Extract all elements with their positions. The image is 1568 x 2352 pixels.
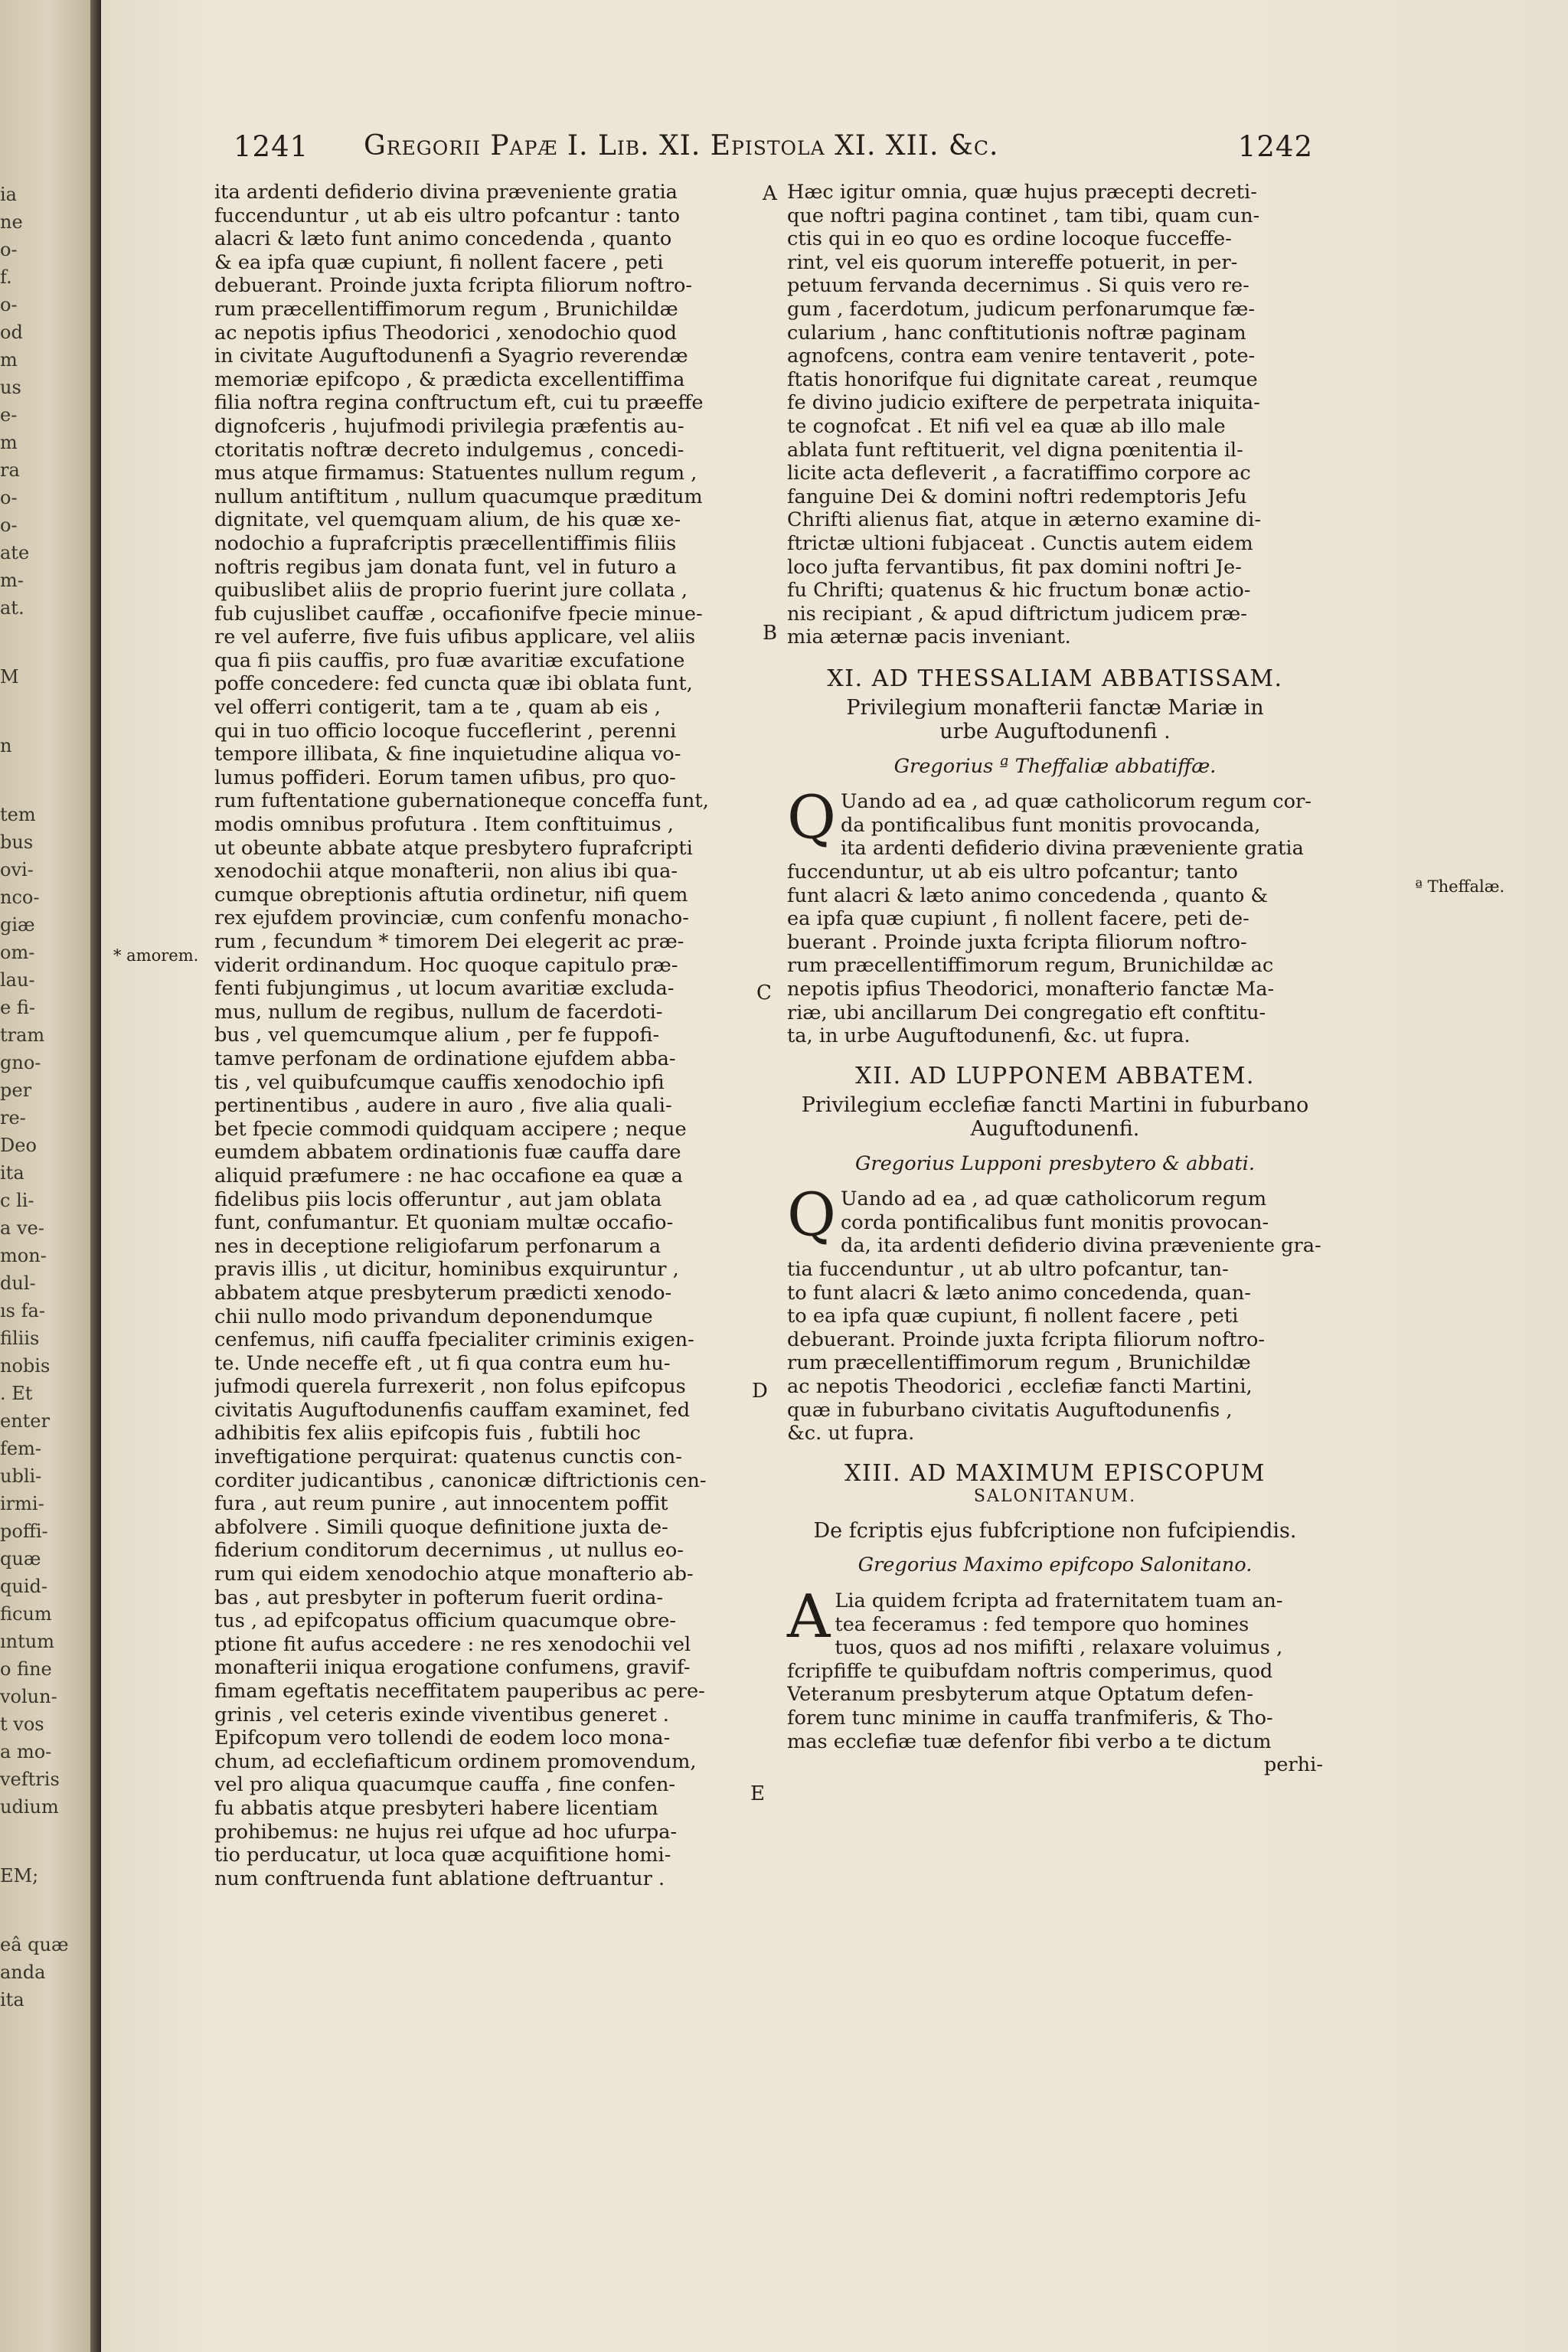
- text-line: fub cujuslibet cauffæ , occafionifve fpecie minue-: [214, 602, 703, 626]
- text-line: bus , vel quemcumque alium , per fe fuppofi-: [214, 1024, 660, 1047]
- text-line: dignofceris , hujufmodi privilegia præfentis au-: [214, 414, 684, 438]
- text-line: rum , fecundum * timorem Dei elegerit ac præ-: [214, 930, 684, 953]
- text-line: ita ardenti defiderio divina præveniente gratia: [214, 181, 678, 204]
- text-line: licite acta defleverit , a facratiffimo corpore ac: [787, 462, 1251, 485]
- text-line: que noftri pagina continet , tam tibi, quam cun-: [787, 204, 1260, 227]
- previous-page-fragment: e-: [0, 404, 18, 426]
- text-line: tea feceramus : fed tempore quo homines: [835, 1612, 1250, 1636]
- decree-conclusion: [787, 181, 1323, 649]
- text-line: re vel auferre, five fuis ufibus applicare, vel aliis: [214, 626, 696, 649]
- text-line: debuerant. Proinde juxta fcripta filiorum noftro-: [787, 1328, 1266, 1351]
- text-line: te cognofcat . Et nifi vel ea quæ ab illo male: [787, 414, 1226, 438]
- text-line: adhibitis fex aliis epifcopis fuis , fubtili hoc: [214, 1422, 641, 1446]
- text-line: eumdem abbatem ordinationis fuæ cauffa dare: [214, 1141, 681, 1165]
- subheading-line: De fcriptis ejus fubfcriptione non fufcipiendis.: [813, 1519, 1297, 1543]
- text-line: debuerant. Proinde juxta fcripta filiorum noftro-: [214, 274, 693, 298]
- text-line: bas , aut presbyter in pofterum fuerit ordina-: [214, 1586, 664, 1609]
- text-line: tis , vel quibufcumque cauffis xenodochio ipfi: [214, 1070, 665, 1094]
- text-line: petuum fervanda decernimus . Si quis vero re-: [787, 274, 1250, 298]
- previous-page-fragment: fem-: [0, 1438, 41, 1459]
- previous-page-fragment: lau-: [0, 969, 35, 991]
- previous-page-fragment: ate: [0, 542, 30, 564]
- text-line: rint, vel eis quorum intereffe potuerit, in per-: [787, 250, 1238, 274]
- text-line: quibuslibet aliis de proprio fuerint jure collata ,: [214, 579, 688, 603]
- text-line: &c. ut fupra.: [787, 1422, 915, 1446]
- previous-page-fragment: us: [0, 377, 21, 398]
- text-line: aliquid præfumere : ne hac occafione ea quæ a: [214, 1164, 683, 1187]
- text-line: fe divino judicio exiftere de perpetrata iniquita-: [787, 391, 1260, 415]
- text-line: memoriæ epifcopo , & prædicta excellentiffima: [214, 368, 685, 391]
- previous-page-fragment: M: [0, 666, 19, 688]
- previous-page-fragment: enter: [0, 1410, 50, 1432]
- text-line: corda pontificalibus funt monitis provocan-: [840, 1210, 1269, 1234]
- text-line: xenodochii atque monafterii, non alius ibi qua-: [214, 860, 678, 884]
- previous-page-fragment: o-: [0, 514, 18, 536]
- previous-page-fragment: anda: [0, 1962, 46, 1983]
- text-line: rex ejufdem provinciæ, cum confenfu monacho-: [214, 906, 689, 930]
- previous-page-fragment: om-: [0, 942, 35, 963]
- previous-page-fragment: . Et: [0, 1383, 33, 1404]
- text-line: fura , aut reum punire , aut innocentem poffit: [214, 1492, 668, 1516]
- previous-page-fragment: nobis: [0, 1355, 51, 1377]
- text-line: tempore illibata, & fine inquietudine aliqua vo-: [214, 743, 681, 766]
- section-marker-e: E: [750, 1782, 765, 1805]
- text-line: qua fi piis cauffis, pro fuæ avaritiæ excufatione: [214, 648, 685, 672]
- text-line: & ea ipfa quæ cupiunt, fi nollent facere , peti: [214, 250, 664, 274]
- text-line: mus atque firmamus: Statuentes nullum regum ,: [214, 462, 697, 485]
- text-line: da, ita ardenti defiderio divina præveniente gra-: [840, 1234, 1321, 1258]
- text-line: tia fuccenduntur , ut ab ultro pofcantur, tan-: [787, 1257, 1229, 1281]
- text-line: fiderium conditorum decernimus , ut nullus eo-: [214, 1539, 684, 1563]
- text-line: ctis qui in eo quo es ordine locoque fucceffe-: [787, 227, 1232, 251]
- text-line: mia æternæ pacis inveniant.: [787, 626, 1071, 649]
- text-line: filia noftra regina conftructum eft, cui tu præeffe: [214, 391, 704, 415]
- text-line: chii nullo modo privandum deponendumque: [214, 1305, 653, 1328]
- previous-page-fragment: at.: [0, 597, 24, 619]
- subheading-line: urbe Auguftodunenfi .: [939, 720, 1171, 744]
- previous-page-fragment: ovi-: [0, 859, 34, 880]
- catchword: perhi-: [1263, 1753, 1323, 1777]
- previous-page-fragment: ita: [0, 1162, 24, 1184]
- text-line: fenti fubjungimus , ut locum avaritiæ excluda-: [214, 977, 675, 1001]
- section-marker-c: C: [756, 982, 772, 1004]
- previous-page-fragment: nco-: [0, 887, 40, 908]
- page-number-right: 1242: [1237, 130, 1313, 163]
- text-line: forem tunc minime in cauffa tranfmiferis, & Tho-: [787, 1707, 1273, 1730]
- previous-page-fragment: ıs fa-: [0, 1300, 45, 1321]
- text-line: rum fuftentatione gubernationeque conceffa funt,: [214, 789, 709, 813]
- text-line: cularium , hanc conftitutionis noftræ paginam: [787, 321, 1246, 345]
- previous-page-fragment: m-: [0, 570, 24, 591]
- previous-page-fragment: udium: [0, 1796, 59, 1818]
- previous-page-fragment: veftris: [0, 1769, 60, 1790]
- epistola-12-dropcap: Q: [787, 1181, 836, 1250]
- running-title: Gregorii Papæ I. Lib. XI. Epistola XI. XII. &c.: [364, 130, 999, 162]
- text-line: rum præcellentiffimorum regum , Brunichildæ: [214, 297, 678, 321]
- text-line: fcripfiffe te quibufdam noftris comperimus, quod: [787, 1659, 1273, 1683]
- text-line: loco jufta fervantibus, fit pax domini noftri Je-: [787, 555, 1242, 579]
- epistola-11-dropcap: Q: [787, 783, 836, 853]
- text-line: ablata funt reftituerit, vel digna pœnitentia il-: [787, 438, 1243, 462]
- text-line: abfolvere . Simili quoque definitione juxta de-: [214, 1515, 668, 1539]
- text-line: cenfemus, nifi cauffa fpecialiter criminis exigen-: [214, 1328, 694, 1352]
- text-line: buerant . Proinde juxta fcripta filiorum noftro-: [787, 930, 1247, 954]
- text-line: nis recipiant , & apud diftrictum judicem præ-: [787, 602, 1247, 626]
- previous-page-fragment: quid-: [0, 1576, 47, 1597]
- text-line: fidelibus piis locis offeruntur , aut jam oblata: [214, 1187, 662, 1211]
- text-line: ita ardenti defiderio divina præveniente gratia: [840, 837, 1304, 861]
- previous-page-fragment: a ve-: [0, 1217, 44, 1239]
- previous-page-fragment: dul-: [0, 1272, 36, 1294]
- subheading-line: Privilegium ecclefiæ fancti Martini in fuburbano: [801, 1094, 1309, 1118]
- text-line: fu Chrifti; quatenus & hic fructum bonæ actio-: [787, 579, 1251, 603]
- text-line: nes in deceptione religiofarum perfonarum a: [214, 1234, 662, 1258]
- previous-page-fragment: od: [0, 322, 23, 343]
- text-line: mas ecclefiæ tuæ defenfor fibi verbo a te dictum: [787, 1730, 1272, 1753]
- text-line: pravis illis , ut dicitur, hominibus exquiruntur ,: [214, 1258, 679, 1282]
- text-line: noftris regibus jam donata funt, vel in futuro a: [214, 555, 677, 579]
- text-line: Lia quidem fcripta ad fraternitatem tuam an-: [835, 1589, 1283, 1613]
- running-head: [234, 130, 1313, 176]
- previous-page-fragment: per: [0, 1080, 32, 1101]
- previous-page-fragment: ficum: [0, 1603, 52, 1625]
- text-line: monafterii iniqua erogatione confumens, gravif-: [214, 1656, 691, 1680]
- epistola-13-heading-line2: SALONITANUM.: [973, 1487, 1137, 1507]
- text-line: viderit ordinandum. Hoc quoque capitulo præ-: [214, 953, 678, 977]
- previous-page-fragment: EM;: [0, 1865, 39, 1886]
- margin-note-left: * amorem.: [113, 946, 199, 965]
- text-line: quæ in fuburbano civitatis Auguftodunenfis ,: [787, 1398, 1233, 1422]
- text-line: funt, confumantur. Et quoniam multæ occafio-: [214, 1211, 674, 1235]
- text-line: ea ipfa quæ cupiunt , fi nollent facere, peti de-: [787, 907, 1250, 931]
- text-line: tio perducatur, ut loca quæ acquifitione homi-: [214, 1844, 671, 1867]
- text-line: Uando ad ea , ad quæ catholicorum regum: [840, 1187, 1267, 1211]
- text-line: ptione fit aufus accedere : ne res xenodochii vel: [214, 1632, 691, 1656]
- previous-page-fragment: ia: [0, 184, 17, 205]
- text-line: pertinentibus , audere in auro , five alia quali-: [214, 1094, 672, 1118]
- previous-page-fragment: m: [0, 349, 18, 371]
- previous-page-fragment: tem: [0, 804, 36, 825]
- previous-page-fragment: ıntum: [0, 1631, 54, 1652]
- epistola-13-salutation: Gregorius Maximo epifcopo Salonitano.: [858, 1553, 1253, 1577]
- text-line: fuccenduntur, ut ab eis ultro pofcantur; tanto: [787, 861, 1238, 884]
- previous-page-edge: [0, 0, 90, 2352]
- text-line: Uando ad ea , ad quæ catholicorum regum cor-: [840, 790, 1312, 814]
- epistola-11-text: [787, 783, 1323, 1048]
- previous-page-fragment: t vos: [0, 1713, 44, 1735]
- text-line: Hæc igitur omnia, quæ hujus præcepti decreti-: [787, 181, 1257, 204]
- text-line: jufmodi querela furrexerit , non folus epifcopus: [214, 1375, 686, 1399]
- text-line: vel offerri contigerit, tam a te , quam ab eis ,: [214, 696, 661, 720]
- text-line: ftrictæ ultioni fubjaceat . Cunctis autem eidem: [787, 531, 1253, 555]
- text-line: ac nepotis Theodorici , ecclefiæ fancti Martini,: [787, 1374, 1253, 1398]
- previous-page-fragment: poffi-: [0, 1521, 48, 1542]
- subheading-line: Auguftodunenfi.: [970, 1117, 1140, 1141]
- section-marker-a: A: [763, 182, 777, 205]
- text-line: fimam egeftatis neceffitatem pauperibus ac pere-: [214, 1680, 705, 1703]
- epistola-12-salutation: Gregorius Lupponi presbytero & abbati.: [854, 1152, 1255, 1175]
- previous-page-fragment: ubli-: [0, 1465, 42, 1487]
- text-line: ut obeunte abbate atque presbytero fuprafcripti: [214, 836, 693, 860]
- right-column: [787, 181, 1323, 1777]
- margin-note-right: ª Theffalæ.: [1415, 877, 1505, 896]
- text-line: modis omnibus profutura . Item conftituimus ,: [214, 813, 674, 837]
- epistola-13-text: [787, 1583, 1323, 1777]
- epistola-13-heading: XIII. AD MAXIMUM EPISCOPUM: [844, 1459, 1266, 1487]
- previous-page-fragment: gno-: [0, 1052, 41, 1073]
- text-line: corditer judicantibus , canonicæ diftrictionis cen-: [214, 1468, 707, 1492]
- epistola-13-subheading: [787, 1520, 1323, 1544]
- text-line: lumus poffideri. Eorum tamen ufibus, pro quo-: [214, 766, 676, 789]
- text-line: to ea ipfa quæ cupiunt, fi nollent facere , peti: [787, 1305, 1239, 1328]
- previous-page-fragment: o-: [0, 239, 18, 260]
- text-line: tus , ad epifcopatus officium quacumque obre-: [214, 1609, 677, 1633]
- text-line: prohibemus: ne hujus rei ufque ad hoc ufurpa-: [214, 1820, 678, 1844]
- previous-page-fragment: giæ: [0, 914, 35, 936]
- text-line: vel pro aliqua quacumque cauffa , fine confen-: [214, 1773, 676, 1797]
- previous-page-fragment: tram: [0, 1024, 45, 1046]
- text-line: mus, nullum de regibus, nullum de facerdoti-: [214, 1000, 663, 1024]
- previous-page-fragment: re-: [0, 1107, 26, 1129]
- previous-page-fragment: filiis: [0, 1328, 40, 1349]
- previous-page-fragment: Deo: [0, 1135, 37, 1156]
- left-column: [214, 181, 750, 1890]
- book-gutter: [90, 0, 101, 2352]
- text-line: alacri & læto funt animo concedenda , quanto: [214, 227, 672, 251]
- previous-page-fragment: ra: [0, 459, 20, 481]
- previous-page-fragment: bus: [0, 831, 34, 853]
- section-marker-b: B: [763, 622, 778, 645]
- text-line: ac nepotis ipfius Theodorici , xenodochio quod: [214, 321, 678, 345]
- text-line: Chrifti alienus fiat, atque in æterno examine di-: [787, 508, 1261, 532]
- text-line: agnofcens, contra eam venire tentaverit , pote-: [787, 345, 1256, 368]
- previous-page-fragment: mon-: [0, 1245, 47, 1266]
- epistola-12-text: [787, 1181, 1323, 1446]
- epistola-12-subheading: [787, 1094, 1323, 1141]
- text-line: bet fpecie commodi quidquam accipere ; neque: [214, 1117, 687, 1141]
- previous-page-fragment: quæ: [0, 1548, 41, 1570]
- epistola-11-salutation: Gregorius ª Theffaliæ abbatiffæ.: [893, 754, 1217, 778]
- text-line: in civitate Auguftodunenfi a Syagrio reverendæ: [214, 345, 688, 368]
- text-line: abbatem atque presbyterum prædicti xenodo-: [214, 1281, 672, 1305]
- text-line: inveftigatione perquirat: quatenus cunctis con-: [214, 1446, 682, 1469]
- subheading-line: Privilegium monafterii fanctæ Mariæ in: [846, 697, 1264, 720]
- text-line: fu abbatis atque presbyteri habere licentiam: [214, 1796, 658, 1820]
- previous-page-fragment: o fine: [0, 1658, 52, 1680]
- epistola-13-dropcap: A: [787, 1583, 831, 1652]
- text-line: da pontificalibus funt monitis provocanda,: [840, 813, 1261, 837]
- previous-page-fragment: e fi-: [0, 997, 35, 1018]
- text-line: civitatis Auguftodunenfis cauffam examinet, fed: [214, 1398, 691, 1422]
- text-line: num conftruenda funt ablatione deftruantur .: [214, 1867, 665, 1890]
- text-line: rum qui eidem xenodochio atque monafterio ab-: [214, 1563, 694, 1586]
- previous-page-fragment: o-: [0, 487, 18, 508]
- text-line: rum præcellentiffimorum regum , Brunichildæ: [787, 1351, 1251, 1375]
- epistola-11-subheading: [787, 697, 1323, 743]
- previous-page-fragment: a mo-: [0, 1741, 52, 1762]
- text-line: poffe concedere: fed cuncta quæ ibi oblata funt,: [214, 672, 693, 696]
- text-line: to funt alacri & læto animo concedenda, quan-: [787, 1281, 1251, 1305]
- text-line: fuccenduntur , ut ab eis ultro pofcantur : tanto: [214, 204, 680, 227]
- previous-page-fragment: n: [0, 735, 12, 756]
- text-line: ftatis honorifque fui dignitate careat , reumque: [787, 368, 1258, 391]
- text-line: nepotis ipfius Theodorici, monafterio fanctæ Ma-: [787, 978, 1275, 1001]
- text-line: te. Unde neceffe eft , ut fi qua contra eum hu-: [214, 1351, 671, 1375]
- text-line: qui in tuo officio locoque fucceflerint , perenni: [214, 719, 677, 743]
- epistola-12-heading: XII. AD LUPPONEM ABBATEM.: [855, 1062, 1255, 1089]
- text-line: tamve perfonam de ordinatione ejufdem abba-: [214, 1047, 676, 1070]
- previous-page-fragment: irmi-: [0, 1493, 44, 1514]
- text-line: Epifcopum vero tollendi de eodem loco mona-: [214, 1726, 671, 1750]
- text-line: cumque obreptionis aftutia ordinetur, nifi quem: [214, 883, 688, 906]
- text-line: dignitate, vel quemquam alium, de his quæ xe-: [214, 508, 681, 532]
- page-number-left: 1241: [234, 130, 309, 163]
- text-line: fanguine Dei & domini noftri redemptoris Jefu: [787, 485, 1247, 508]
- text-line: rum præcellentiffimorum regum, Brunichildæ ac: [787, 954, 1274, 978]
- text-line: riæ, ubi ancillarum Dei congregatio eft conftitu-: [787, 1001, 1266, 1024]
- text-line: Veteranum presbyterum atque Optatum defen-: [787, 1683, 1253, 1707]
- previous-page-fragment: m: [0, 432, 18, 453]
- epistola-11-heading: XI. AD THESSALIAM ABBATISSAM.: [827, 665, 1283, 692]
- previous-page-fragment: volun-: [0, 1686, 57, 1707]
- previous-page-fragment: ita: [0, 1989, 24, 2011]
- text-line: ctoritatis noftræ decreto indulgemus , concedi-: [214, 438, 684, 462]
- text-line: nodochio a fuprafcriptis præcellentiffimis filiis: [214, 531, 677, 555]
- previous-page-fragment: f.: [0, 266, 12, 288]
- previous-page-fragment: ne: [0, 211, 23, 233]
- text-line: nullum antiftitum , nullum quacumque præditum: [214, 485, 703, 508]
- text-line: gum , facerdotum, judicum perfonarumque fæ-: [787, 297, 1256, 321]
- text-line: tuos, quos ad nos mififti , relaxare voluimus ,: [835, 1636, 1283, 1660]
- previous-page-fragment: c li-: [0, 1190, 34, 1211]
- previous-page-fragment: o-: [0, 294, 18, 315]
- section-marker-d: D: [752, 1380, 768, 1403]
- text-line: ta, in urbe Auguftodunenfi, &c. ut fupra.: [787, 1024, 1191, 1048]
- text-line: grinis , vel ceteris exinde viventibus generet .: [214, 1703, 669, 1726]
- text-line: chum, ad ecclefiafticum ordinem promovendum,: [214, 1749, 697, 1773]
- text-line: funt alacri & læto animo concedenda , quanto &: [787, 884, 1269, 907]
- previous-page-fragment: eâ quæ: [0, 1934, 69, 1955]
